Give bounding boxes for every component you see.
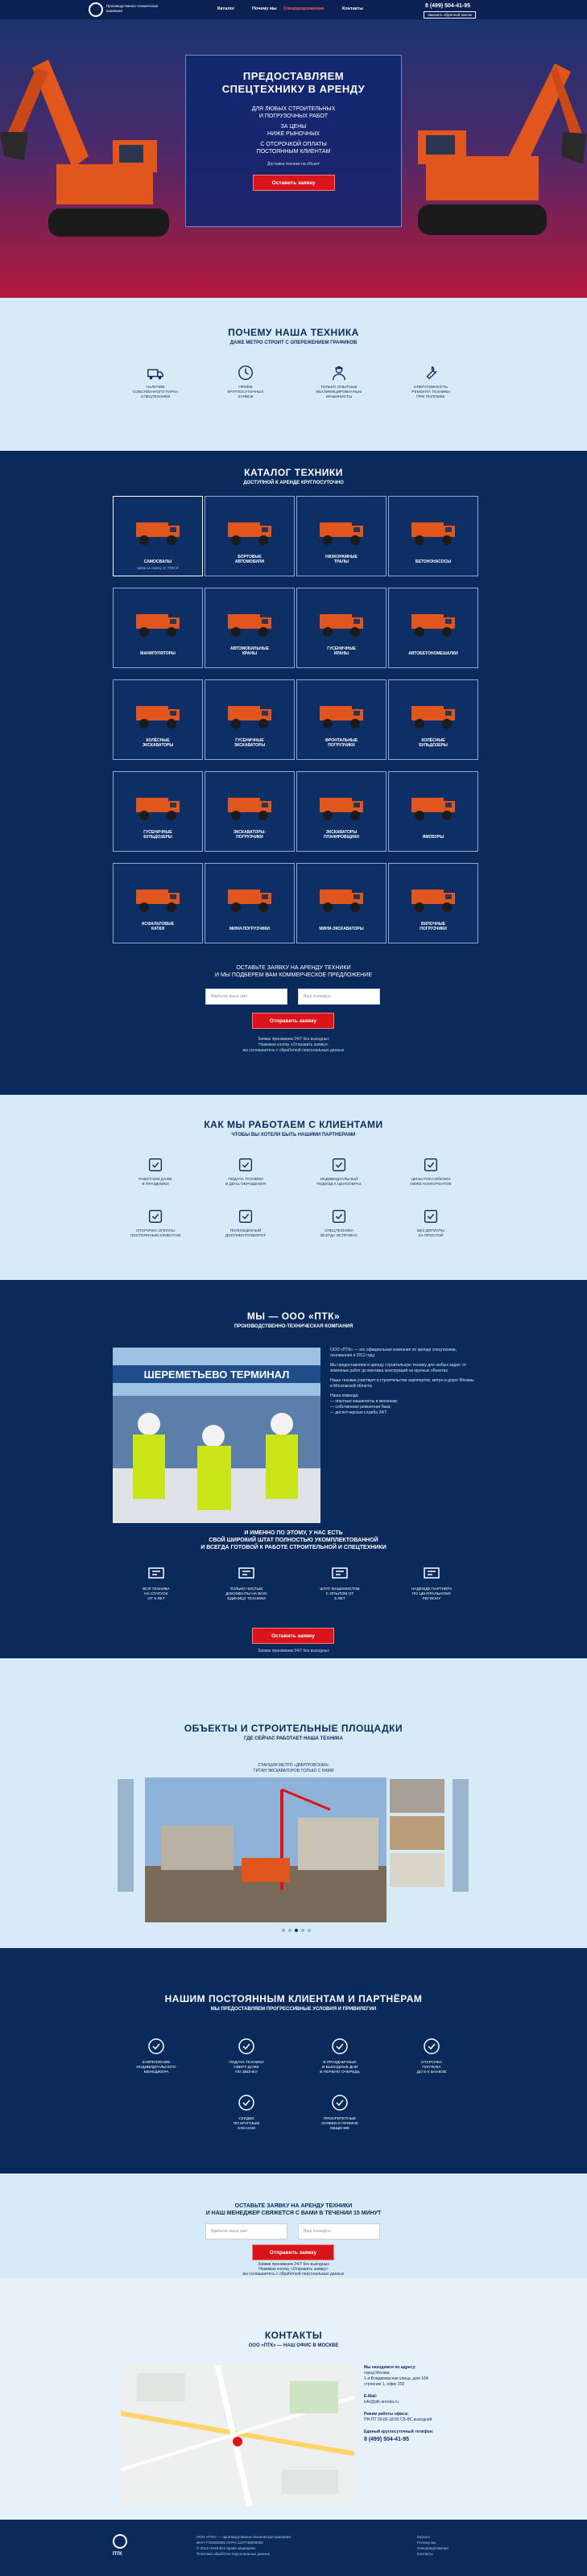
slider-next-button[interactable] (453, 1779, 469, 1892)
hero-section (0, 19, 587, 298)
contacts-subtitle: ООО «ПТК» — НАШ ОФИС В МОСКВЕ (248, 2343, 339, 2348)
partner-benefit-text: ЗАЯВКИ И ПРЯМОЕ (320, 2122, 359, 2126)
footer-link[interactable]: Контакты (417, 2552, 433, 2556)
partner-benefit-text: СВЕРХ ДАЖЕ (234, 2066, 259, 2070)
contacts-info (364, 2365, 477, 2442)
catalog-card-label: БУЛЬДОЗЕРЫ (143, 835, 172, 840)
office-map[interactable] (121, 2365, 354, 2506)
terminal-sign: ШЕРЕМЕТЬЕВО ТЕРМИНАЛ (143, 1368, 290, 1381)
work-item (403, 1208, 459, 1239)
about-fact-text: НАДЕЖДЕ ПАРТНЁРА (411, 1587, 453, 1591)
hero-subtitle: И ПОГРУЗОЧНЫХ РАБОТ (258, 114, 329, 119)
why-item (311, 364, 367, 400)
footer-line: © 2012–2019 Все права защищены (196, 2546, 256, 2550)
machine-icon (133, 603, 184, 640)
partners-title: НАШИМ ПОСТОЯННЫМ КЛИЕНТАМ И ПАРТНЁРАМ (164, 1993, 423, 2004)
work-item-text: ОТСРОЧКА ОПЛАТЫ (136, 1229, 175, 1233)
about-title: МЫ — ООО «ПТК» (246, 1311, 341, 1322)
footer-link[interactable]: Почему мы (417, 2541, 436, 2545)
hero-note: Доставка техники на объект (267, 162, 320, 167)
about-paragraph: Наша команда: (330, 1393, 359, 1398)
machine-icon (133, 878, 184, 915)
why-item-text: КВАЛИФИЦИРОВАННЫЕ (316, 390, 362, 394)
work-item-text: ПОДХОД К ЦЕНООБРАЗ (316, 1183, 362, 1187)
partner-benefit-text: ПО КРУПНЫМ (233, 2122, 260, 2126)
why-item-text: ТОЛЬКО ОПЫТНЫЕ (320, 386, 358, 390)
email-link[interactable]: info@ptk-arenda.ru (364, 2400, 399, 2405)
catalog-card[interactable] (296, 496, 387, 576)
partner-benefit (311, 2037, 369, 2075)
truck-icon (147, 364, 164, 382)
phone-label: Единый круглосуточный телефон: (364, 2429, 434, 2434)
catalog-card-label: САМОСВАЛЫ (143, 559, 172, 564)
about-paragraph: ООО «ПТК» — это официальная компания по аренде спецтехники, основанная в 2012 году. (330, 1348, 457, 1358)
form-title: ОСТАВЬТЕ ЗАЯВКУ НА АРЕНДУ ТЕХНИКИ (234, 2203, 353, 2209)
objects-title: ОБЪЕКТЫ И СТРОИТЕЛЬНЫЕ ПЛОЩАДКИ (184, 1723, 403, 1734)
nav-special[interactable]: Спецпредложения (283, 6, 325, 11)
about-paragraph: — диспетчерская служба 24/7. (330, 1410, 388, 1415)
partner-benefit-text: ПОДАЧА ТЕХНИКИ (229, 2061, 264, 2065)
feature-icon (330, 1208, 348, 1225)
machine-icon (408, 603, 460, 640)
footer-info (196, 2534, 291, 2557)
catalog-card[interactable] (296, 588, 387, 668)
machine-icon (316, 511, 368, 548)
catalog-card-label: ГУСЕНИЧНЫЕ (235, 738, 264, 743)
why-title: ПОЧЕМУ НАША ТЕХНИКА (228, 327, 359, 338)
catalog-card-label: КОЛЁСНЫЕ (146, 738, 170, 743)
machine-icon (408, 511, 460, 548)
catalog-card-label: ЭКСКАВАТОРЫ (325, 830, 358, 835)
address-line: город Москва, (364, 2371, 391, 2376)
work-item-text: ПОСТОЯННЫМ КЛИЕНТАМ (130, 1234, 181, 1238)
work-item (127, 1208, 184, 1239)
fact-icon (330, 1563, 349, 1583)
feature-icon (237, 1156, 254, 1174)
about-order-button[interactable]: Оставить заявку (252, 1628, 334, 1644)
about-paragraph: — собственная ремонтная база; (330, 1405, 391, 1410)
catalog-card[interactable] (296, 771, 387, 852)
partner-benefit-text: ПЛАТЕЖА (422, 2066, 441, 2070)
excavator-left-image (0, 35, 177, 277)
machine-icon (408, 786, 460, 824)
catalog-card[interactable] (113, 496, 203, 576)
catalog-card[interactable] (205, 496, 295, 576)
work-item-text: НИЖЕ КОНКУРЕНТОВ (410, 1183, 452, 1187)
machine-icon (133, 786, 184, 824)
logo-icon[interactable] (89, 2, 103, 17)
catalog-card[interactable] (113, 863, 203, 943)
machine-icon (316, 786, 368, 824)
work-item-text: ПОЛНОЦЕННЫЙ (229, 1229, 262, 1233)
header-phone[interactable]: 8 (499) 504-41-95 (425, 3, 471, 9)
slider-dot[interactable] (308, 1929, 311, 1932)
about-fact-text: С ОПЫТОМ ОТ (325, 1592, 354, 1596)
about-fact-text: ШТАТ МАШИНИСТОВ (320, 1587, 360, 1591)
slider-dot[interactable] (301, 1929, 304, 1932)
contacts-title: КОНТАКТЫ (264, 2330, 323, 2341)
machine-icon (316, 603, 368, 640)
partner-benefit-text: ПО ЗВОНКУ (235, 2070, 258, 2074)
form-note: Нажимая кнопку «Отправить заявку» (258, 2267, 329, 2272)
hero-order-button[interactable]: Оставить заявку (253, 175, 335, 191)
catalog-card-label: ВИЛОЧНЫЕ (421, 922, 445, 927)
catalog-card-label: ЯМОБУРЫ (422, 835, 444, 840)
fact-icon (237, 1563, 256, 1583)
catalog-card-label: ГУСЕНИЧНЫЕ (327, 646, 356, 651)
about-fact (311, 1563, 369, 1602)
hero-subtitle: ЗА ЦЕНЫ (280, 124, 307, 130)
catalog-card[interactable] (296, 863, 387, 943)
footer-logo-icon[interactable] (113, 2534, 127, 2549)
benefit-icon (237, 2093, 256, 2112)
catalog-card[interactable] (388, 588, 478, 668)
work-item (217, 1208, 274, 1239)
machine-icon (225, 511, 276, 548)
company-line: компания (106, 9, 122, 13)
partner-benefit-text: ОБЩЕНИЕ (329, 2127, 350, 2131)
catalog-card-label: НИЗКОРАМНЫЕ (325, 555, 358, 559)
about-paragraph: Наша техника участвует в строительстве аэропортов, метро и дорог Москвы и Московской области. (330, 1378, 474, 1389)
catalog-card[interactable] (113, 679, 203, 760)
feature-icon (147, 1156, 164, 1174)
catalog-card-label: БЕТОНОНАСОСЫ (415, 559, 452, 564)
catalog-card[interactable] (205, 588, 295, 668)
company-line: Производственно-техническая (106, 4, 159, 8)
about-fact-text: ДОКУМЕНТЫ НА ВСЮ (225, 1592, 267, 1596)
footer-line: ИНН 7720000000 ОГРН 1127746000000 (196, 2541, 263, 2545)
order-form-section (0, 2174, 587, 2278)
catalog-card[interactable] (388, 679, 478, 760)
email-label: E-Mail: (364, 2394, 378, 2399)
catalog-card-label: МАНИПУЛЯТОРЫ (140, 651, 176, 656)
about-note: Заявки принимаем 24/7 без выходных (258, 1649, 329, 1653)
benefit-icon (422, 2037, 441, 2056)
hero-subtitle: С ОТСРОЧКОЙ ОПЛАТЫ (260, 142, 327, 147)
catalog-card-label: АВТОМОБИЛИ (234, 559, 265, 564)
about-fact (127, 1563, 185, 1602)
catalog-card[interactable] (113, 771, 203, 852)
form-note: вы соглашаетесь с обработкой персональных данных (242, 2272, 345, 2277)
partner-benefit-text: ПРИОРИТЕТНЫЕ (323, 2117, 357, 2121)
footer-link[interactable]: Спецпредложения (417, 2546, 449, 2550)
about-paragraph: Мы предоставляем в аренду строительную технику для любых задач: от земляных работ до монтажа конструкций на крупных объектах. (330, 1363, 467, 1373)
privacy-link[interactable]: Политика обработки персональных данных (196, 2552, 271, 2556)
catalog-card[interactable] (205, 679, 295, 760)
machine-icon (225, 786, 276, 824)
catalog-submit-button[interactable]: Отправить заявку (252, 1013, 334, 1029)
address-line: 1-я Владимирская улица, дом 10А (364, 2376, 428, 2381)
hours-label: Режим работы офиса: (364, 2412, 409, 2417)
about-fact-text: ЕДИНИЦУ ТЕХНИКИ (227, 1597, 266, 1601)
catalog-card[interactable] (388, 863, 478, 943)
machine-icon (133, 695, 184, 732)
catalog-card-label: АВТОБЕТОНОМЕШАЛКИ (408, 651, 458, 656)
catalog-card-label: АСФАЛЬТОВЫЕ (141, 922, 175, 927)
objects-caption: СТАНЦИЯ МЕТРО «ДМИТРОВСКАЯ» (258, 1763, 329, 1768)
slider-prev-button[interactable] (118, 1779, 134, 1892)
work-item-text: ЗА ПРОСТОЙ (418, 1234, 444, 1238)
fact-icon (147, 1563, 166, 1583)
feature-icon (147, 1208, 164, 1225)
about-cta: И ИМЕННО ПО ЭТОМУ, У НАС ЕСТЬ (244, 1530, 343, 1536)
machine-icon (316, 695, 368, 732)
hero-subtitle: ДЛЯ ЛЮБЫХ СТРОИТЕЛЬНЫХ (251, 106, 336, 112)
slider-dot[interactable] (295, 1929, 298, 1932)
partner-benefit-text: ОТСРОЧКА (420, 2061, 443, 2065)
about-cta: СВОЙ ШИРОКИЙ ШТАТ ПОЛНОСТЬЮ УКОМПЛЕКТОВАННОЙ (209, 1538, 378, 1543)
slider-dot[interactable] (288, 1929, 291, 1932)
footer-line: ООО «ПТК» — производственно-техническая компания (196, 2535, 291, 2539)
benefit-icon (237, 2037, 256, 2056)
partner-benefit (127, 2037, 185, 2075)
why-item-text: МАШИНИСТЫ (325, 395, 353, 399)
partner-benefit-text: ЗАКАЗАМ (237, 2127, 256, 2131)
objects-subtitle: ГДЕ СЕЙЧАС РАБОТАЕТ НАША ТЕХНИКА (244, 1736, 343, 1741)
name-input[interactable]: Введите ваше имя (205, 2223, 287, 2240)
partner-benefit-text: СКИДКИ (238, 2117, 254, 2121)
work-item (311, 1208, 367, 1239)
catalog-card[interactable] (205, 863, 295, 943)
slider-dot[interactable] (282, 1929, 285, 1932)
catalog-card-label: БУЛЬДОЗЕРЫ (419, 743, 448, 748)
catalog-form-note: вы соглашаетесь с обработкой персональных данных (242, 1048, 345, 1053)
hero-title: СПЕЦТЕХНИКУ В АРЕНДУ (221, 83, 366, 95)
machine-icon (408, 695, 460, 732)
work-item-text: ИНДИВИДУАЛЬНЫЙ (320, 1178, 358, 1182)
catalog-card-label: ПЛАНИРОВЩИКИ (323, 835, 360, 840)
machine-icon (133, 511, 184, 548)
machine-icon (225, 603, 276, 640)
work-item-text: ДОКУМЕНТООБОРОТ (225, 1234, 267, 1238)
about-fact-text: ОТ 5 ЛЕТ (147, 1597, 165, 1601)
catalog-form-title: И МЫ ПОДБЕРЕМ ВАМ КОММЕРЧЕСКОЕ ПРЕДЛОЖЕНИЕ (214, 972, 373, 978)
catalog-card-price: Цена за смену от 7000 ₽ (137, 566, 179, 570)
partner-benefit-text: В ПРАЗДНИЧНЫЕ (323, 2061, 357, 2065)
partner-benefit-text: ЗАКРЕПЛЕНИЕ (142, 2061, 171, 2065)
catalog-card-label: МИНИ-ПОГРУЗЧИКИ (229, 927, 271, 931)
why-item (217, 364, 274, 400)
benefit-icon (330, 2093, 349, 2112)
machine-icon (225, 695, 276, 732)
wrench-icon (422, 364, 440, 382)
work-item-text: В ДЕНЬ ОБРАЩЕНИЯ (225, 1183, 266, 1187)
hero-subtitle: ПОСТОЯННЫМ КЛИЕНТАМ (256, 149, 331, 155)
work-item-text: РАБОТАЕМ ДАЖЕ (138, 1178, 172, 1182)
why-item-text: СОБСТВЕННОГО ПАРКА (132, 390, 179, 394)
slider-dots (282, 1929, 311, 1932)
form-title: И НАШ МЕНЕДЖЕР СВЯЖЕТСЯ С ВАМИ В ТЕЧЕНИИ 15 МИНУТ (205, 2211, 382, 2216)
about-fact (403, 1563, 461, 1602)
about-section (0, 1280, 587, 1658)
nav-why[interactable]: Почему мы (252, 6, 277, 11)
why-item-text: НАЛИЧИЕ (146, 386, 165, 390)
nav-catalog[interactable]: Каталог (217, 6, 235, 11)
company-name (106, 4, 179, 14)
callback-button[interactable]: Заказать обратный звонок (424, 11, 476, 19)
about-paragraph: — опытные машинисты и механики; (330, 1399, 399, 1404)
work-item (403, 1156, 459, 1187)
catalog-card[interactable] (388, 496, 478, 576)
nav-contacts[interactable]: Контакты (342, 6, 363, 11)
feature-icon (237, 1208, 254, 1225)
partners-subtitle: МЫ ПРЕДОСТАВЛЯЕМ ПРОГРЕССИВНЫЕ УСЛОВИЯ И ПРИВИЛЕГИИ (210, 2007, 377, 2012)
catalog-name-input[interactable]: Введите ваше имя (205, 989, 287, 1005)
address-label: Мы находимся по адресу: (364, 2365, 416, 2370)
hours-value: ПН-ПТ 09:00-18:00 СБ-ВС выходной (364, 2417, 432, 2422)
submit-button[interactable]: Отправить заявку (252, 2244, 334, 2260)
thumb-photo[interactable] (390, 1816, 444, 1850)
partner-benefit (403, 2037, 461, 2075)
partner-benefit (217, 2037, 275, 2075)
catalog-card-label: МИНИ-ЭКСКАВАТОРЫ (319, 927, 364, 931)
about-cta: И ВСЕГДА ГОТОВОЙ К РАБОТЕ СТРОИТЕЛЬНОЙ И СПЕЦТЕХНИКИ (200, 1545, 387, 1550)
catalog-form-title: ОСТАВЬТЕ ЗАЯВКУ НА АРЕНДУ ТЕХНИКИ (236, 965, 351, 971)
excavator-right-image (402, 35, 587, 277)
work-item-text: В ПРАЗДНИКИ (142, 1183, 169, 1187)
about-fact-text: ТОЛЬКО ЧИСТЫЕ (229, 1587, 263, 1591)
why-item-text: КРУГЛОСУТОЧНЫХ (227, 390, 264, 394)
machine-icon (225, 878, 276, 915)
why-item-text: ПРИ ПОЛОМКЕ (416, 395, 445, 399)
catalog-card[interactable] (388, 771, 478, 852)
about-fact-text: 5 ЛЕТ (334, 1597, 345, 1601)
catalog-section (0, 451, 587, 1095)
hero-offer-box (185, 55, 402, 227)
machine-icon (408, 878, 460, 915)
why-item-text: ОПЕРАТИВНОСТЬ (413, 386, 449, 390)
work-item-text: ВСЕГДА ИСПРАВНА (320, 1234, 358, 1238)
catalog-card-label: ЭКСКАВАТОРЫ- (233, 830, 267, 835)
site-header (0, 0, 587, 19)
work-title: КАК МЫ РАБОТАЕМ С КЛИЕНТАМИ (204, 1119, 383, 1130)
partner-benefit-text: И ВЫХОДНЫЕ ДНИ (321, 2066, 358, 2070)
partner-benefit (311, 2093, 369, 2132)
why-item-text: РЕМОНТА ТЕХНИКИ (411, 390, 450, 394)
feature-icon (422, 1208, 440, 1225)
about-subtitle: ПРОИЗВОДСТВЕННО-ТЕХНИЧЕСКАЯ КОМПАНИЯ (234, 1324, 353, 1329)
catalog-card-label: ПОГРУЗЧИКИ (420, 927, 447, 931)
catalog-card-label: КАТКИ (151, 927, 165, 931)
site-footer (0, 2520, 587, 2576)
feature-icon (330, 1156, 348, 1174)
form-note: Заявки принимаем 24/7 без выходных (258, 2262, 329, 2267)
catalog-card[interactable] (296, 679, 387, 760)
partner-benefit-text: ДО 5-Х БАНКОВ (416, 2070, 447, 2074)
why-item (127, 364, 184, 400)
feature-icon (422, 1156, 440, 1174)
partner-benefit-text: МЕНЕДЖЕРА (143, 2070, 169, 2074)
why-item (403, 364, 459, 400)
catalog-card-label: ЭКСКАВАТОРЫ (234, 743, 266, 748)
catalog-form-note: Нажимая кнопку «Отправить заявку» (258, 1042, 329, 1047)
catalog-card-label: ПОГРУЗЧИКИ (236, 835, 263, 840)
worker-icon (330, 364, 348, 382)
about-fact-text: РЕГИОНУ (422, 1597, 441, 1601)
partner-benefit-text: ИНДИВИДУАЛЬНОГО (136, 2066, 176, 2070)
contacts-section (0, 2278, 587, 2520)
why-subtitle: ДАЖЕ МЕТРО СТРОИТ С ОПЕРЕЖЕНИЕМ ГРАФИКОВ (229, 341, 358, 345)
why-item-text: СПЕЦТЕХНИКИ (140, 395, 171, 399)
catalog-card-label: ФРОНТАЛЬНЫЕ (325, 738, 358, 743)
catalog-card-label: КОЛЁСНЫЕ (421, 738, 445, 743)
catalog-card-label: ЭКСКАВАТОРЫ (142, 743, 174, 748)
partner-benefit-text: В ПЕРВУЮ ОЧЕРЕДЬ (320, 2070, 360, 2074)
work-item (127, 1156, 184, 1187)
catalog-card-label: ГУСЕНИЧНЫЕ (143, 830, 172, 835)
partners-section (0, 1948, 587, 2174)
map-pin-icon[interactable] (233, 2437, 242, 2446)
work-item (311, 1156, 367, 1187)
work-item-text: ПОДАЧА ТЕХНИКИ (228, 1178, 263, 1182)
contacts-phone[interactable]: 8 (499) 504-41-95 (364, 2437, 410, 2442)
clock-icon (237, 364, 254, 382)
catalog-card[interactable] (113, 588, 203, 668)
about-fact (217, 1563, 275, 1602)
benefit-icon (147, 2037, 166, 2056)
objects-section (0, 1658, 587, 1948)
catalog-phone-input[interactable]: Ваш телефон (298, 989, 380, 1005)
work-item-text: БЕЗ ДОПЛАТЫ (416, 1229, 445, 1233)
about-fact-text: НА СТАТУСЕ (144, 1592, 168, 1596)
work-item (217, 1156, 274, 1187)
catalog-card-label: ТРАЛЫ (333, 559, 349, 564)
why-item-text: ЗАЯВОК (238, 395, 254, 399)
why-item-text: ПРИЁМ (238, 386, 253, 390)
machine-icon (316, 878, 368, 915)
objects-caption: ТИТАН ЭКСКАВАТОРОВ ТОЛЬКО С НАМИ (253, 1769, 334, 1773)
footer-logo-text: ПТК (113, 2552, 122, 2557)
footer-nav (417, 2534, 449, 2557)
work-subtitle: ЧТОБЫ ВЫ ХОТЕЛИ БЫТЬ НАШИМИ ПАРТНЕРАМИ (231, 1133, 356, 1137)
catalog-card-label: КРАНЫ (333, 651, 349, 656)
work-item-text: ЦЕНЫ РОССИЙСКИХ (411, 1178, 451, 1182)
construction-site-photo (145, 1777, 387, 1922)
catalog-subtitle: ДОСТУПНОЙ К АРЕНДЕ КРУГЛОСУТОЧНО (243, 481, 344, 485)
thumb-photo[interactable] (390, 1779, 444, 1813)
catalog-card-label: БОРТОВЫЕ (238, 555, 262, 559)
why-section (0, 298, 587, 451)
hero-title: ПРЕДОСТАВЛЯЕМ (242, 70, 345, 82)
hero-subtitle: НИЖЕ РЫНОЧНЫХ (267, 131, 320, 137)
catalog-card-label: ПОГРУЗЧИКИ (328, 743, 355, 748)
engineers-photo (113, 1348, 320, 1523)
footer-link[interactable]: Каталог (417, 2535, 431, 2539)
partner-benefit (217, 2093, 275, 2132)
catalog-form-note: Заявки принимаем 24/7 без выходных (258, 1037, 329, 1042)
about-text (330, 1348, 475, 1416)
about-fact-text: ВСЯ ТЕХНИКА (143, 1587, 170, 1591)
benefit-icon (330, 2037, 349, 2056)
about-fact-text: ПО ЦЕНТРАЛЬНОМУ (411, 1592, 452, 1596)
thumb-photo[interactable] (390, 1853, 444, 1887)
work-item-text: СПЕЦТЕХНИКА (325, 1229, 353, 1233)
fact-icon (422, 1563, 441, 1583)
catalog-card[interactable] (205, 771, 295, 852)
phone-input[interactable]: Ваш телефон (298, 2223, 380, 2240)
catalog-card-label: АВТОМОБИЛЬНЫЕ (229, 646, 270, 651)
catalog-title: КАТАЛОГ ТЕХНИКИ (244, 467, 343, 478)
work-section (0, 1095, 587, 1280)
catalog-card-label: КРАНЫ (242, 651, 258, 656)
address-line: строение 1, офис 202 (364, 2382, 405, 2387)
